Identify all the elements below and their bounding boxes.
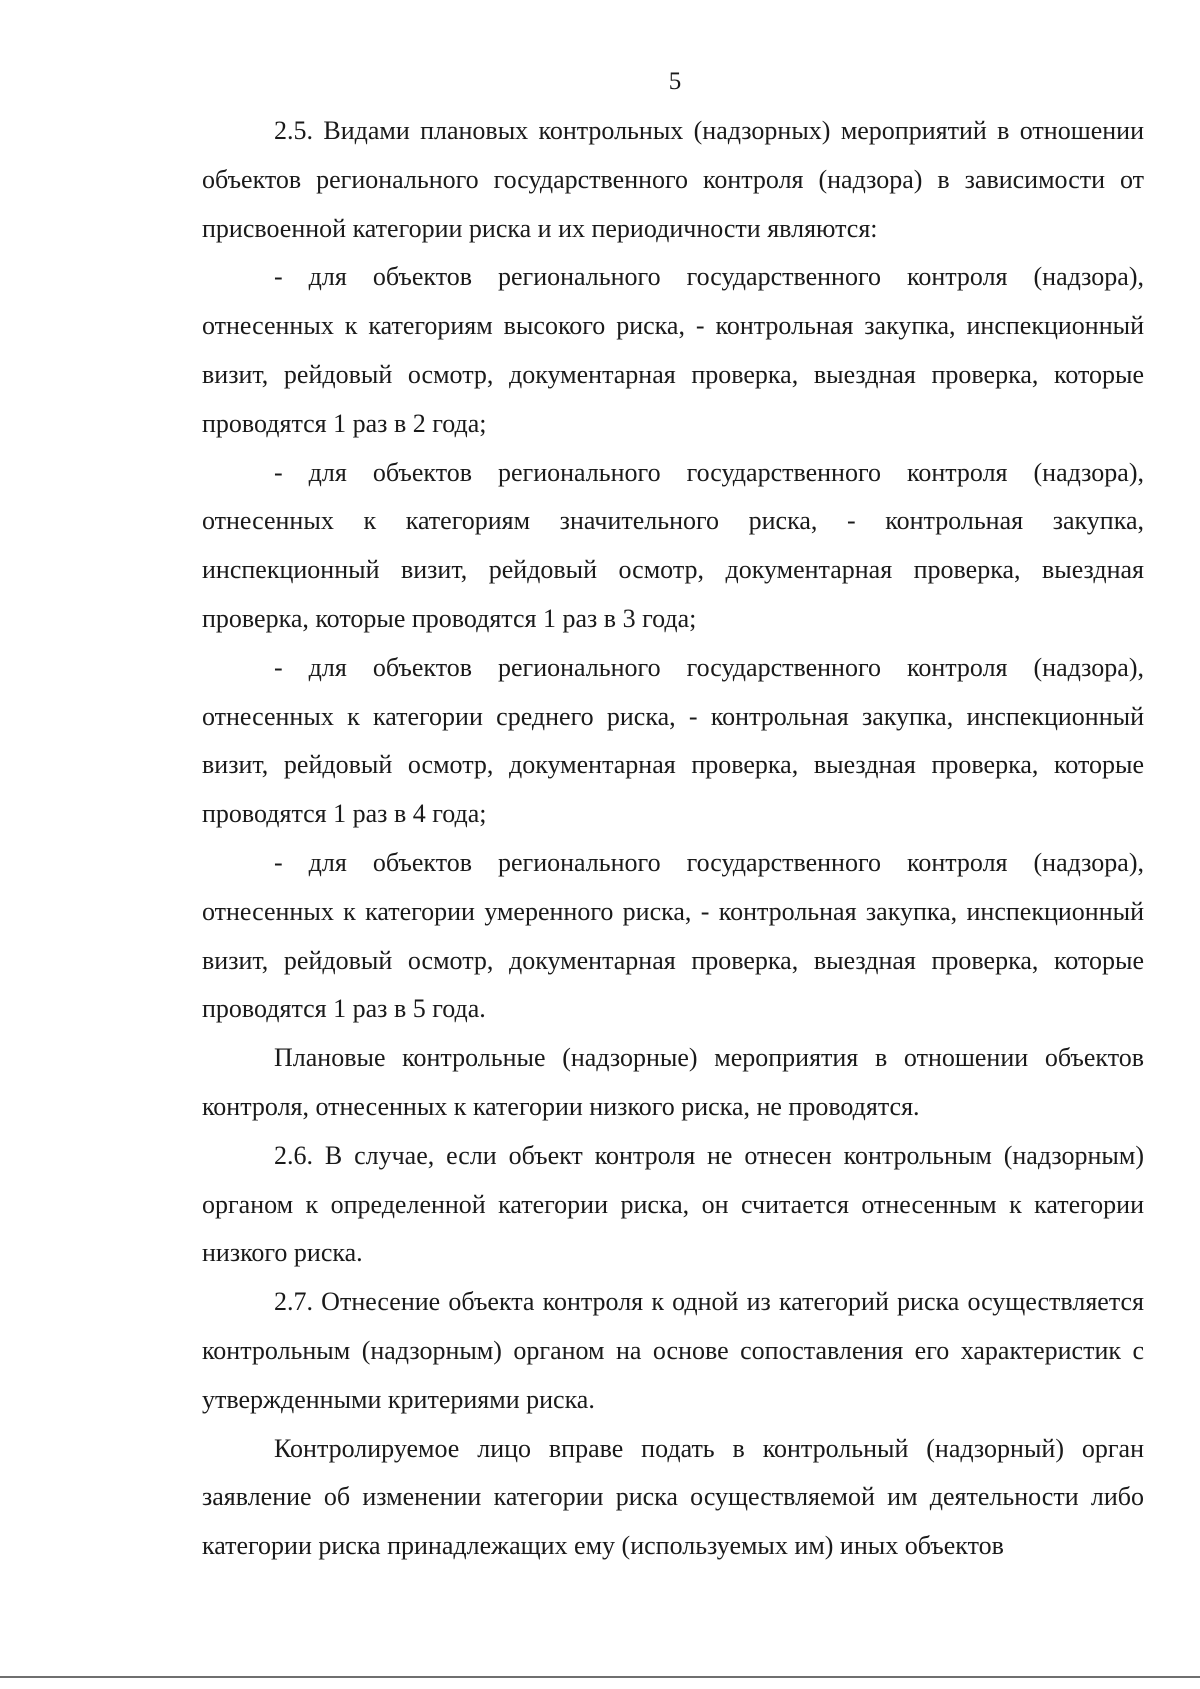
list-item-high-risk: - для объектов регионального государственного контроля (надзора), отнесенных к категориям высокого риска, - контрольная закупка, инспекционный визит, рейдовый осмотр, документарная проверка, выездная проверка, которые проводятся 1 раз в 2 года; xyxy=(202,262,1144,438)
list-item-significant-risk: - для объектов регионального государственного контроля (надзора), отнесенных к категориям значительного риска, - контрольная закупка, инспекционный визит, рейдовый осмотр, документарная проверка, выездная проверка, которые проводятся 1 раз в 3 года; xyxy=(202,457,1144,633)
scan-bottom-edge xyxy=(0,1676,1200,1678)
paragraph-2-5: 2.5. Видами плановых контрольных (надзорных) мероприятий в отношении объектов регионального государственного контроля (надзора) в зависимости от присвоенной категории риска и их периодичности являются: xyxy=(202,116,1144,243)
page-number: 5 xyxy=(668,68,682,95)
list-item-moderate-risk: - для объектов регионального государственного контроля (надзора), отнесенных к категории умеренного риска, - контрольная закупка, инспекционный визит, рейдовый осмотр, документарная проверка, выездная проверка, которые проводятся 1 раз в 5 года. xyxy=(202,847,1144,1024)
paragraph-2-7: 2.7. Отнесение объекта контроля к одной из категорий риска осуществляется контрольным (надзорным) органом на основе сопоставления его характеристик с утвержденными критериями риска. xyxy=(202,1287,1144,1414)
document-body xyxy=(202,107,1144,1571)
paragraph-low-risk: Плановые контрольные (надзорные) мероприятия в отношении объектов контроля, отнесенных к категории низкого риска, не проводятся. xyxy=(202,1043,1144,1121)
paragraph-change-request: Контролируемое лицо вправе подать в контрольный (надзорный) орган заявление об изменении категории риска осуществляемой им деятельности либо категории риска принадлежащих ему (используемых им) иных объектов xyxy=(202,1433,1144,1561)
list-item-medium-risk: - для объектов регионального государственного контроля (надзора), отнесенных к категории среднего риска, - контрольная закупка, инспекционный визит, рейдовый осмотр, документарная проверка, выездная проверка, которые проводятся 1 раз в 4 года; xyxy=(202,652,1144,829)
paragraph-2-6: 2.6. В случае, если объект контроля не отнесен контрольным (надзорным) органом к определенной категории риска, он считается отнесенным к категории низкого риска. xyxy=(202,1140,1144,1268)
